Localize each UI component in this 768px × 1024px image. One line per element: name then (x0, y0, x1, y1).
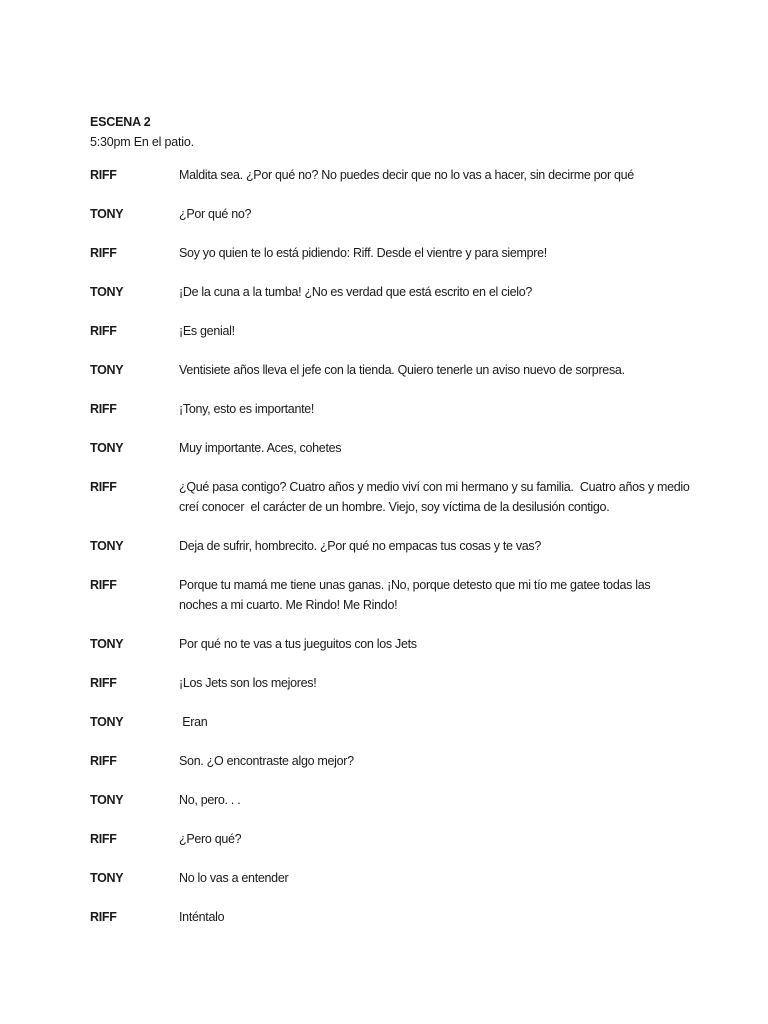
speaker-name: TONY (90, 793, 124, 807)
speaker-name: RIFF (90, 676, 117, 690)
scene-setting: 5:30pm En el patio. (90, 135, 194, 149)
dialogue-line (90, 243, 690, 263)
dialogue-text: ¡Tony, esto es importante! (179, 402, 315, 416)
dialogue-text: ¡Es genial! (179, 324, 235, 338)
dialogue-line (90, 868, 690, 888)
dialogue-text: Maldita sea. ¿Por qué no? No puedes decir que no lo vas a hacer, sin decirme por qué (179, 168, 634, 182)
speaker-name: TONY (90, 715, 124, 729)
dialogue-text: Ventisiete años lleva el jefe con la tienda. Quiero tenerle un aviso nuevo de sorpresa. (179, 363, 625, 377)
dialogue-text: Soy yo quien te lo está pidiendo: Riff. Desde el vientre y para siempre! (179, 246, 547, 260)
dialogue-text: ¿Qué pasa contigo? Cuatro años y medio viví con mi hermano y su familia. Cuatro años y medio creí conocer el carácter de un hombre. Viejo, soy víctima de la desilusión contigo. (179, 480, 693, 514)
dialogue-line (90, 321, 690, 341)
dialogue-line (90, 673, 690, 693)
dialogue-text: Eran (179, 715, 208, 729)
dialogue-line (90, 790, 690, 810)
speaker-name: RIFF (90, 246, 117, 260)
dialogue-text: ¡Los Jets son los mejores! (179, 676, 317, 690)
dialogue-line (90, 360, 690, 380)
dialogue-line (90, 634, 690, 654)
speaker-name: RIFF (90, 480, 117, 494)
speaker-name: RIFF (90, 578, 117, 592)
dialogue-line (90, 751, 690, 771)
dialogue-line (90, 712, 690, 732)
dialogue-line (90, 829, 690, 849)
dialogue-text: Por qué no te vas a tus jueguitos con los Jets (179, 637, 417, 651)
dialogue-text: Son. ¿O encontraste algo mejor? (179, 754, 354, 768)
dialogue-text: ¿Por qué no? (179, 207, 252, 221)
speaker-name: TONY (90, 441, 124, 455)
speaker-name: TONY (90, 285, 124, 299)
dialogue-text: No lo vas a entender (179, 871, 289, 885)
speaker-name: TONY (90, 539, 124, 553)
speaker-name: RIFF (90, 168, 117, 182)
dialogue-line (90, 438, 690, 458)
dialogue-text: ¿Pero qué? (179, 832, 242, 846)
speaker-name: TONY (90, 871, 124, 885)
dialogue-line (90, 282, 690, 302)
speaker-name: RIFF (90, 910, 117, 924)
speaker-name: RIFF (90, 324, 117, 338)
speaker-name: RIFF (90, 402, 117, 416)
dialogue-line (90, 165, 690, 185)
script-page (90, 113, 693, 946)
speaker-name: RIFF (90, 832, 117, 846)
dialogue-text: Inténtalo (179, 910, 225, 924)
dialogue-line (90, 575, 690, 615)
speaker-name: TONY (90, 207, 124, 221)
scene-title: ESCENA 2 (90, 115, 151, 129)
dialogue-list (90, 165, 693, 927)
dialogue-text: Porque tu mamá me tiene unas ganas. ¡No, porque detesto que mi tío me gatee todas las noches a mi cuarto. Me Rindo! Me Rindo! (179, 578, 654, 612)
dialogue-line (90, 477, 693, 517)
dialogue-line (90, 204, 690, 224)
speaker-name: TONY (90, 637, 124, 651)
dialogue-line (90, 536, 690, 556)
speaker-name: TONY (90, 363, 124, 377)
dialogue-line (90, 399, 690, 419)
dialogue-text: Deja de sufrir, hombrecito. ¿Por qué no empacas tus cosas y te vas? (179, 539, 542, 553)
dialogue-text: ¡De la cuna a la tumba! ¿No es verdad que está escrito en el cielo? (179, 285, 533, 299)
dialogue-text: No, pero. . . (179, 793, 241, 807)
dialogue-text: Muy importante. Aces, cohetes (179, 441, 342, 455)
dialogue-line (90, 907, 690, 927)
speaker-name: RIFF (90, 754, 117, 768)
